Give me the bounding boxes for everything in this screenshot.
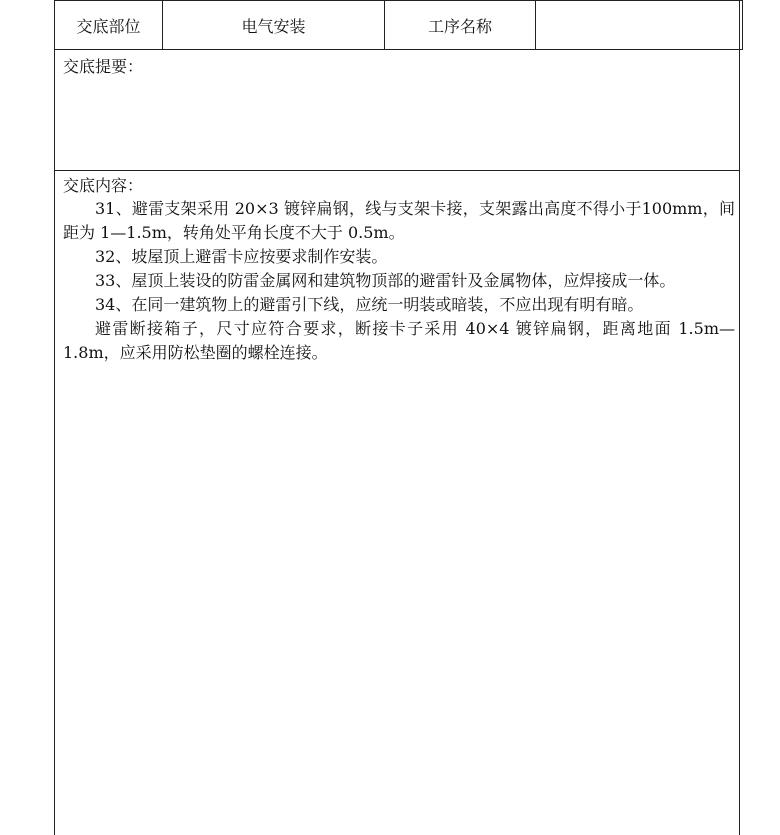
process-label-cell: 工序名称 — [385, 1, 536, 50]
summary-label: 交底提要： — [63, 57, 144, 76]
content-paragraph: 34、在同一建筑物上的避雷引下线，应统一明装或暗装，不应出现有明有暗。 — [95, 295, 644, 314]
content-paragraph: 33、屋顶上装设的防雷金属网和建筑物顶部的避雷针及金属物体，应焊接成一体。 — [95, 271, 676, 290]
content-paragraph: 32、坡屋顶上避雷卡应按要求制作安装。 — [95, 247, 388, 266]
content-paragraph: 31、避雷支架采用 20×3 镀锌扁钢，线与支架卡接，支架露出高度不得小于100mm，间距为 1—1.5m，转角处平角长度不大于 0.5m。 — [63, 199, 735, 242]
disclosure-form — [54, 0, 740, 835]
process-value-cell — [536, 1, 743, 50]
content-paragraphs — [63, 197, 735, 365]
content-section — [55, 171, 739, 835]
part-label-cell: 交底部位 — [55, 1, 163, 50]
content-paragraph: 避雷断接箱子，尺寸应符合要求，断接卡子采用 40×4 镀锌扁钢，距离地面 1.5m—1.8m，应采用防松垫圈的螺栓连接。 — [63, 319, 735, 362]
part-value-cell: 电气安装 — [163, 1, 385, 50]
header-table — [54, 0, 743, 50]
content-label: 交底内容： — [63, 176, 144, 195]
header-row — [55, 1, 743, 50]
summary-section — [55, 50, 739, 171]
